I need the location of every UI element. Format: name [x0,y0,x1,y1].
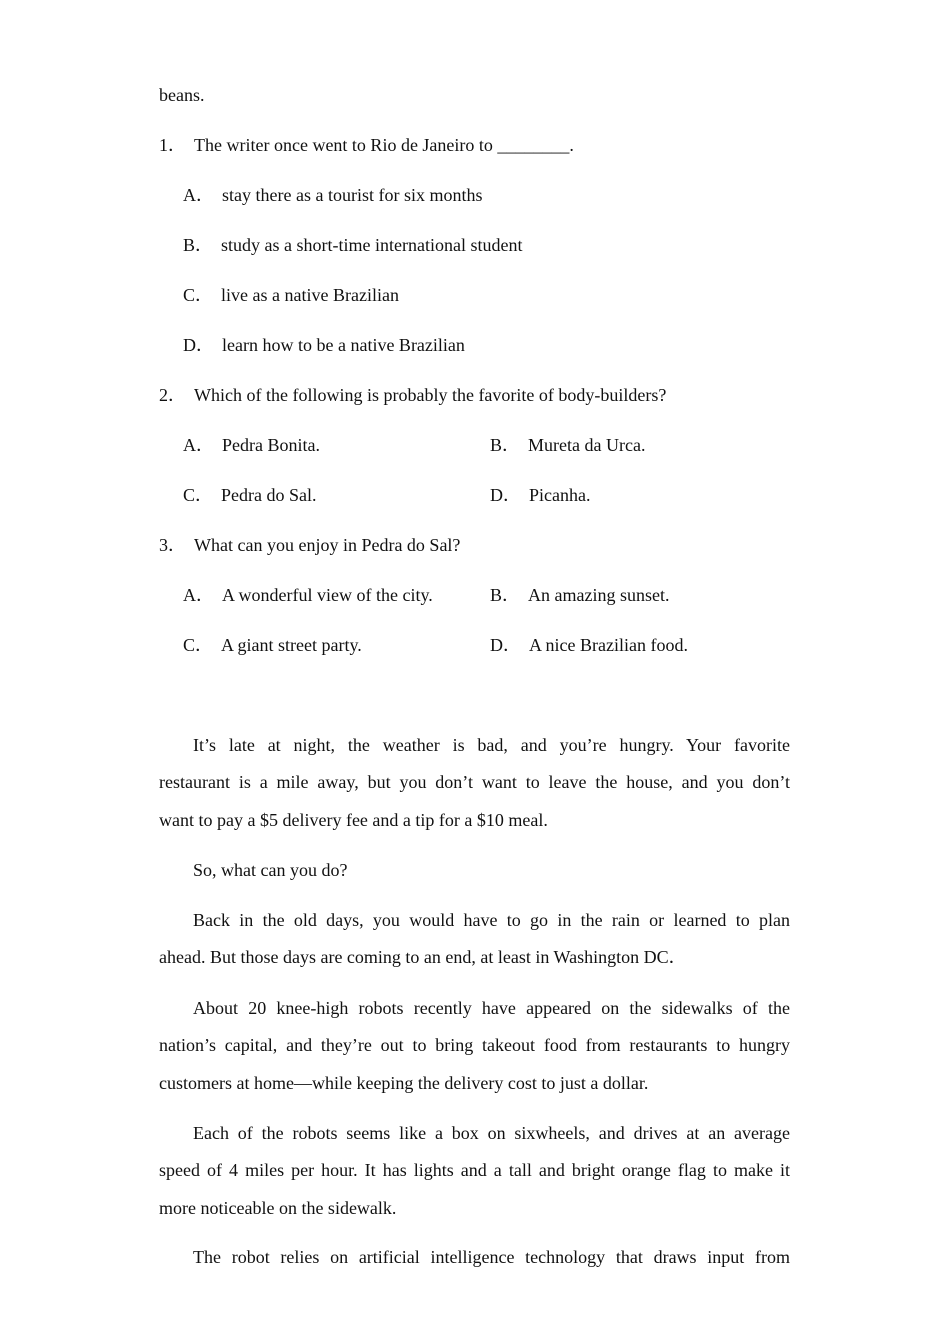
passage-paragraph-6 [159,1239,790,1276]
passage-paragraph-2 [159,852,790,889]
paragraph-line: speed of 4 miles per hour. It has lights and a tall and bright orange flag to make it [159,1160,790,1181]
paragraph-line: ahead. But those days are coming to an end, at least in Washington DC． [159,947,687,968]
option-2b [490,434,645,456]
option-text: Picanha. [529,485,591,505]
paragraph-line: Each of the robots seems like a box on sixwheels, and drives at an average [193,1123,790,1143]
option-3b [490,584,669,606]
option-text: An amazing sunset. [528,585,670,605]
paragraph-line: It’s late at night, the weather is bad, and you’re hungry. Your favorite [193,735,790,755]
option-text: A wonderful view of the city. [222,585,433,605]
paragraph-line: more noticeable on the sidewalk. [159,1197,397,1218]
option-label: D． [490,635,521,655]
question-number: 1． [159,135,186,155]
paragraph-line: About 20 knee-high robots recently have appeared on the sidewalks of the [193,998,790,1018]
option-1d [183,334,465,356]
option-text: Mureta da Urca. [528,435,646,455]
passage-paragraph-5 [159,1115,790,1227]
option-label: C． [183,485,214,505]
question-text: The writer once went to Rio de Janeiro to ________. [194,135,574,155]
option-label: A． [183,585,214,605]
option-label: A． [183,185,214,205]
option-label: B． [183,235,214,255]
option-1a [183,184,482,206]
paragraph-line: The robot relies on artificial intelligence technology that draws input from [193,1247,790,1267]
option-3a [183,584,433,606]
option-text: Pedra Bonita. [222,435,320,455]
paragraph-line: Back in the old days, you would have to go in the rain or learned to plan [193,910,790,930]
question-number: 3． [159,535,186,555]
option-2c [183,484,317,506]
option-label: C． [183,285,214,305]
option-text: A giant street party. [221,635,362,655]
option-text: learn how to be a native Brazilian [222,335,465,355]
option-2d [490,484,590,506]
question-3 [159,534,460,556]
question-number: 2． [159,385,186,405]
option-label: A． [183,435,214,455]
option-3c [183,634,362,656]
passage-paragraph-1 [159,727,790,839]
option-label: D． [183,335,214,355]
passage-paragraph-3 [159,902,790,977]
paragraph-line: restaurant is a mile away, but you don’t want to leave the house, and you don’t [159,772,790,793]
paragraph-line: want to pay a $5 delivery fee and a tip for a $10 meal. [159,809,548,830]
paragraph-line: So, what can you do? [193,860,348,880]
option-label: D． [490,485,521,505]
question-text: Which of the following is probably the favorite of body-builders? [194,385,667,405]
option-text: Pedra do Sal. [221,485,317,505]
question-2 [159,384,666,406]
option-text: live as a native Brazilian [221,285,399,305]
option-2a [183,434,320,456]
option-1b [183,234,522,256]
option-3d [490,634,688,656]
question-text: What can you enjoy in Pedra do Sal? [194,535,461,555]
option-label: B． [490,435,521,455]
option-text: A nice Brazilian food. [529,635,688,655]
option-text: stay there as a tourist for six months [222,185,483,205]
passage-fragment: beans. [159,85,205,105]
option-1c [183,284,399,306]
question-1 [159,134,574,156]
paragraph-line: customers at home—while keeping the delivery cost to just a dollar. [159,1072,649,1093]
option-label: C． [183,635,214,655]
option-text: study as a short-time international student [221,235,523,255]
paragraph-line: nation’s capital, and they’re out to bring takeout food from restaurants to hungry [159,1035,790,1056]
option-label: B． [490,585,521,605]
passage-paragraph-4 [159,990,790,1102]
